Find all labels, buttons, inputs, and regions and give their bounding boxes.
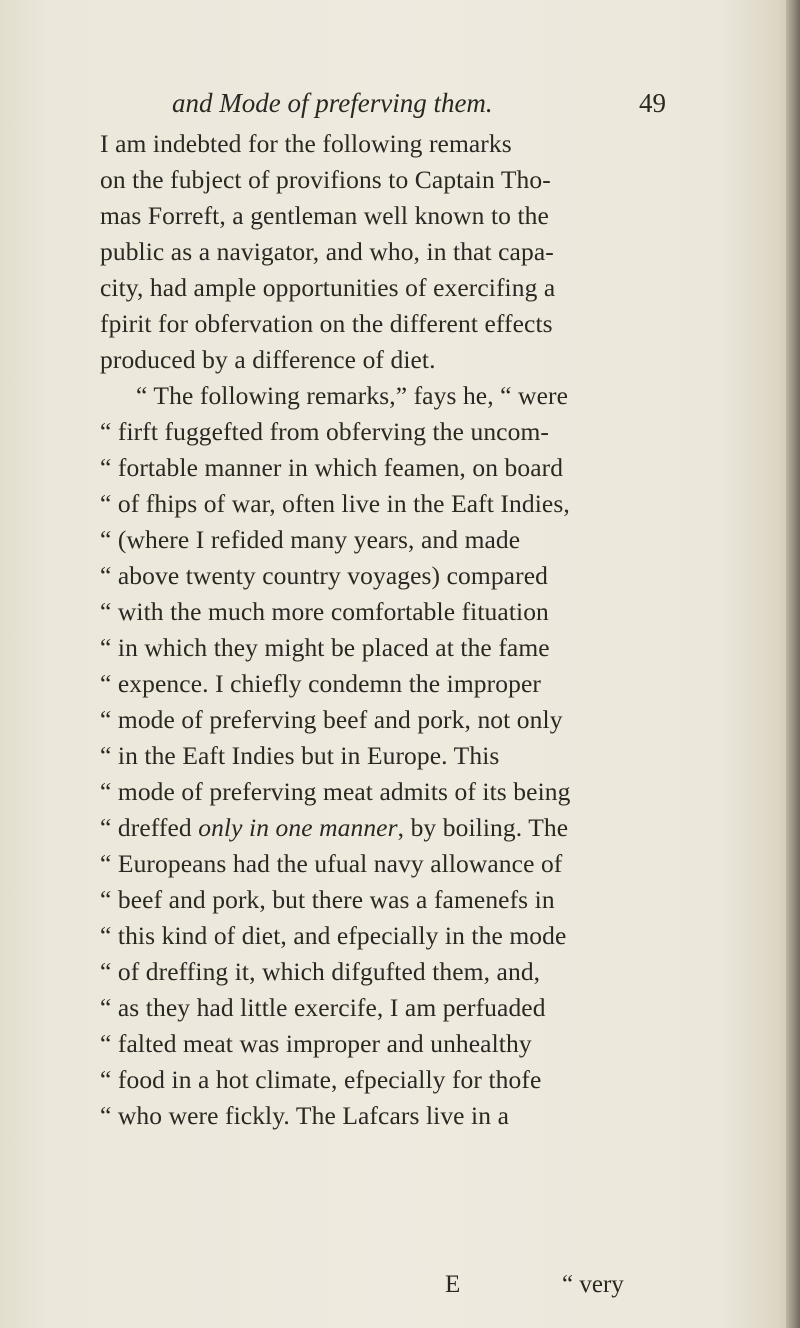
text-line: “ mode of preferving beef and pork, not only [100, 705, 563, 734]
text-line: “ of fhips of war, often live in the Eaft Indies, [100, 489, 570, 518]
text-line: “ firft fuggefted from obferving the uncom- [100, 417, 549, 446]
page-header [172, 86, 672, 122]
text-line: public as a navigator, and who, in that capa- [100, 237, 554, 266]
page-footer [100, 1268, 720, 1304]
text-line [100, 810, 720, 846]
text-line: “ who were fickly. The Lafcars live in a [100, 1101, 509, 1130]
text-line: “ (where I refided many years, and made [100, 525, 521, 554]
text-line: “ expence. I chiefly condemn the improper [100, 669, 541, 698]
text-line: “ Europeans had the ufual navy allowance of [100, 849, 563, 878]
page-edge-shadow [786, 0, 800, 1328]
text-line: “ food in a hot climate, efpecially for thofe [100, 1065, 542, 1094]
text-line: “ in the Eaft Indies but in Europe. This [100, 741, 500, 770]
text-line: “ falted meat was improper and unhealthy [100, 1029, 532, 1058]
text-line: “ The following remarks,” fays he, “ were [136, 381, 568, 410]
italic-phrase: only in one manner [198, 813, 398, 842]
text-line: “ of dreffing it, which difgufted them, and, [100, 957, 541, 986]
body-text [100, 126, 720, 1134]
text-segment: “ dreffed [100, 813, 192, 842]
text-segment: , by boiling. The [397, 813, 569, 842]
running-title: and Mode of preferving them. [172, 88, 493, 118]
page-number: 49 [639, 88, 666, 118]
text-line: “ fortable manner in which feamen, on board [100, 453, 564, 482]
text-line: produced by a difference of diet. [100, 345, 436, 374]
text-line: “ in which they might be placed at the fame [100, 633, 550, 662]
text-line: city, had ample opportunities of exercifing a [100, 273, 556, 302]
signature-mark: E [445, 1271, 461, 1298]
text-line: “ as they had little exercife, I am perfuaded [100, 993, 546, 1022]
text-line: mas Forreft, a gentleman well known to the [100, 201, 549, 230]
catchword: “ very [562, 1271, 624, 1298]
text-line: “ this kind of diet, and efpecially in the mode [100, 921, 567, 950]
text-line: fpirit for obfervation on the different effects [100, 309, 553, 338]
text-line: “ above twenty country voyages) compared [100, 561, 548, 590]
text-line: “ beef and pork, but there was a famenefs in [100, 885, 555, 914]
text-line: “ with the much more comfortable fituation [100, 597, 549, 626]
text-line: I am indebted for the following remarks [100, 129, 512, 158]
text-line: “ mode of preferving meat admits of its being [100, 777, 571, 806]
text-line: on the fubject of provifions to Captain Tho- [100, 165, 551, 194]
